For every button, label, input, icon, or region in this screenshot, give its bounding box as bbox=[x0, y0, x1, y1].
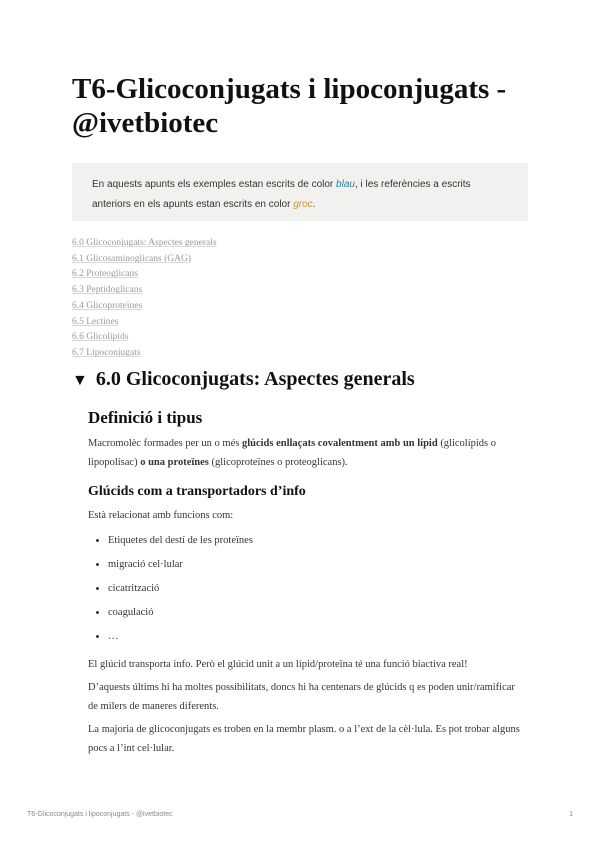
toc-item[interactable] bbox=[72, 236, 372, 252]
paragraph: D’aquests últims hi ha moltes possibilitats, doncs hi ha centenars de glúcids q es poden unir/ramificar de milers de maneres diferents. bbox=[88, 682, 515, 712]
toc-item[interactable] bbox=[72, 267, 372, 283]
page-footer bbox=[27, 811, 573, 818]
function-list bbox=[88, 529, 520, 649]
toc-link[interactable]: 6.5 Lectines bbox=[72, 316, 119, 327]
toc-item[interactable] bbox=[72, 283, 372, 299]
list-item: • migració cel·lular bbox=[108, 553, 520, 577]
toc-link[interactable]: 6.7 Lipoconjugats bbox=[72, 347, 141, 358]
toc-link[interactable]: 6.1 Glicosaminoglicans (GAG) bbox=[72, 253, 191, 264]
toc-item[interactable] bbox=[72, 330, 372, 346]
page-number: 1 bbox=[569, 811, 573, 818]
callout-blue-word: blau bbox=[336, 179, 355, 190]
text-run: (glicoproteïnes o proteoglicans). bbox=[208, 457, 348, 468]
transport-heading: Glúcids com a transportadors d’info bbox=[88, 484, 306, 499]
callout-text: , i les referències a escrits anteriors en els apunts estan escrits en color bbox=[92, 179, 471, 210]
callout-text: . bbox=[312, 199, 316, 210]
list-item: • Etiquetes del destí de les proteïnes bbox=[108, 529, 520, 553]
table-of-contents bbox=[72, 236, 372, 362]
callout-text: En aquests apunts els exemples estan escrits de color bbox=[92, 179, 337, 190]
section-heading[interactable] bbox=[72, 366, 415, 394]
text-run: (glicolípids o lipopolisac) bbox=[88, 438, 497, 468]
callout-note bbox=[72, 163, 528, 221]
page-title: T6-Glicoconjugats i lipoconjugats - @ivetbiotec bbox=[72, 73, 507, 139]
toc-link[interactable]: 6.0 Glicoconjugats: Aspectes generals bbox=[72, 238, 217, 248]
transport-intro: Està relacionat amb funcions com: bbox=[88, 510, 234, 521]
paragraph: El glúcid transporta info. Però el glúcid unit a un lípid/proteïna té una funció biactiva real! bbox=[88, 659, 468, 670]
paragraph: La majoria de glicoconjugats es troben en la membr plasm. o a l’ext de la cèl·lula. Es pot trobar alguns pocs a l’int cel·lular. bbox=[88, 724, 520, 754]
callout-yellow-word: groc bbox=[293, 199, 313, 210]
footer-title: T6-Glicoconjugats i lipoconjugats - @ivetbiotec bbox=[27, 811, 173, 818]
toc-item[interactable] bbox=[72, 299, 372, 315]
toggle-triangle-icon[interactable]: ▼ bbox=[72, 372, 88, 389]
section-content bbox=[88, 406, 520, 762]
definition-heading: Definició i tipus bbox=[88, 408, 203, 427]
list-item: • … bbox=[108, 625, 520, 649]
toc-link[interactable]: 6.3 Peptidoglicans bbox=[72, 285, 143, 296]
toc-item[interactable] bbox=[72, 315, 372, 331]
toc-link[interactable]: 6.6 Glicolípids bbox=[72, 332, 129, 343]
toc-item[interactable] bbox=[72, 346, 372, 362]
bold-text: o una proteïnes bbox=[140, 457, 209, 468]
toc-item[interactable] bbox=[72, 252, 372, 268]
definition-paragraph bbox=[88, 434, 520, 472]
toc-link[interactable]: 6.2 Proteoglicans bbox=[72, 269, 138, 280]
section-heading-text: 6.0 Glicoconjugats: Aspectes generals bbox=[95, 368, 415, 390]
list-item: • cicatrització bbox=[108, 577, 520, 601]
bold-text: glúcids enllaçats covalentment amb un lípid bbox=[241, 438, 438, 449]
list-item: • coagulació bbox=[108, 601, 520, 625]
text-run: Macromolèc formades per un o més bbox=[88, 438, 242, 449]
toc-link[interactable]: 6.4 Glicoproteïnes bbox=[72, 300, 143, 311]
